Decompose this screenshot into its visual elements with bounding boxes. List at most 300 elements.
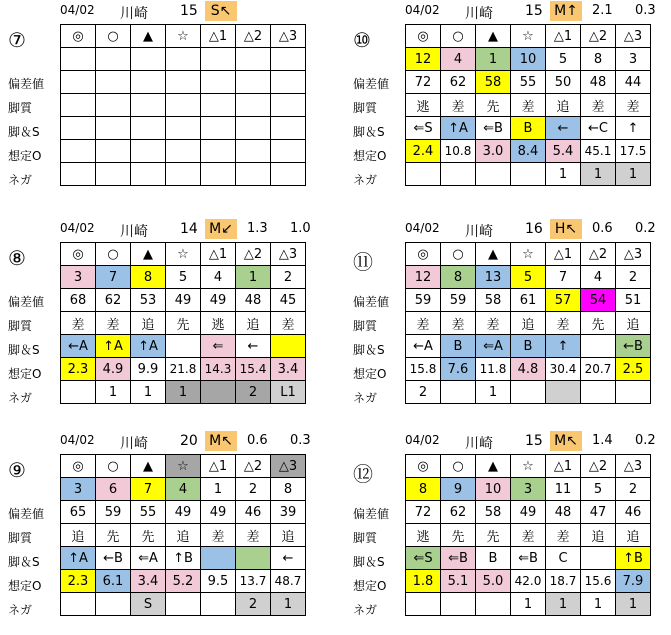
grid-cell bbox=[271, 140, 306, 163]
grid-header-cell: ▲ bbox=[131, 455, 166, 478]
grid-cell: 差 bbox=[406, 312, 441, 335]
row-label: ネガ bbox=[353, 173, 378, 187]
grid-cell: 2.3 bbox=[61, 570, 96, 593]
grid-cell: 先 bbox=[166, 312, 201, 335]
row-label: 脚＆S bbox=[8, 555, 40, 569]
grid-cell: 7 bbox=[96, 266, 131, 289]
grid-cell bbox=[131, 48, 166, 71]
grid-cell bbox=[441, 381, 476, 404]
grid-cell: 12 bbox=[406, 48, 441, 71]
grid-cell bbox=[61, 94, 96, 117]
panel-header bbox=[0, 218, 320, 240]
grid-cell: 48 bbox=[546, 501, 581, 524]
grid-cell: 差 bbox=[511, 94, 546, 117]
grid-cell bbox=[166, 593, 201, 616]
panel-header bbox=[345, 218, 665, 240]
grid-cell: 58 bbox=[476, 71, 511, 94]
grid-cell: 58 bbox=[476, 289, 511, 312]
grid-cell bbox=[476, 163, 511, 186]
grid-cell: ⇐B bbox=[476, 117, 511, 140]
grid-cell bbox=[201, 117, 236, 140]
grid-cell: 先 bbox=[96, 524, 131, 547]
grid-cell: 10 bbox=[476, 478, 511, 501]
header-v1: 0.6 bbox=[247, 433, 268, 448]
grid-cell bbox=[96, 593, 131, 616]
grid-header-cell: △3 bbox=[616, 455, 651, 478]
grid-cell: ⇐A bbox=[476, 335, 511, 358]
grid-cell: 差 bbox=[546, 524, 581, 547]
race-grid bbox=[405, 24, 651, 186]
grid-cell: 2 bbox=[271, 266, 306, 289]
grid-cell: 4.9 bbox=[96, 358, 131, 381]
grid-cell bbox=[271, 335, 306, 358]
grid-cell: 1 bbox=[166, 381, 201, 404]
grid-cell: 逃 bbox=[406, 94, 441, 117]
grid-cell bbox=[166, 140, 201, 163]
grid-cell bbox=[581, 547, 616, 570]
grid-cell bbox=[236, 547, 271, 570]
row-label: 想定O bbox=[353, 367, 387, 381]
grid-cell: B bbox=[441, 335, 476, 358]
header-place: 川崎 bbox=[120, 436, 148, 452]
grid-cell: 2.5 bbox=[616, 358, 651, 381]
grid-cell: 59 bbox=[96, 501, 131, 524]
grid-cell: 10 bbox=[511, 48, 546, 71]
header-place: 川崎 bbox=[465, 6, 493, 22]
grid-cell: 8 bbox=[271, 478, 306, 501]
grid-cell bbox=[581, 335, 616, 358]
grid-cell: 15.6 bbox=[581, 570, 616, 593]
grid-cell: 13.7 bbox=[236, 570, 271, 593]
grid-cell: 5.0 bbox=[476, 570, 511, 593]
grid-cell: 54 bbox=[581, 289, 616, 312]
grid-cell bbox=[131, 163, 166, 186]
grid-cell bbox=[236, 71, 271, 94]
grid-cell: 差 bbox=[96, 312, 131, 335]
grid-cell: 21.8 bbox=[166, 358, 201, 381]
grid-cell bbox=[476, 593, 511, 616]
grid-cell: 4 bbox=[441, 48, 476, 71]
grid-cell bbox=[236, 117, 271, 140]
grid-cell bbox=[61, 140, 96, 163]
grid-cell bbox=[406, 593, 441, 616]
header-num: 15 bbox=[180, 3, 198, 19]
grid-cell: ↑ bbox=[546, 335, 581, 358]
header-v2: 0.2 bbox=[635, 433, 656, 448]
grid-header-cell: ◎ bbox=[406, 25, 441, 48]
grid-header-cell: △1 bbox=[546, 455, 581, 478]
grid-cell: 追 bbox=[271, 524, 306, 547]
grid-cell: 47 bbox=[581, 501, 616, 524]
grid-header-cell: ▲ bbox=[131, 243, 166, 266]
grid-header-cell: ○ bbox=[96, 455, 131, 478]
grid-cell: ↑B bbox=[166, 547, 201, 570]
grid-cell bbox=[201, 94, 236, 117]
grid-cell: ←B bbox=[96, 547, 131, 570]
grid-header-cell: △2 bbox=[581, 455, 616, 478]
grid-cell: ↑ bbox=[616, 117, 651, 140]
grid-cell: 2 bbox=[236, 381, 271, 404]
grid-header-cell: ◎ bbox=[61, 243, 96, 266]
header-v1: 1.4 bbox=[592, 433, 613, 448]
grid-header-cell: △2 bbox=[581, 25, 616, 48]
grid-cell: 7 bbox=[546, 266, 581, 289]
grid-cell: ←A bbox=[406, 335, 441, 358]
grid-header-cell: △2 bbox=[236, 25, 271, 48]
grid-cell bbox=[236, 94, 271, 117]
row-label: ネガ bbox=[8, 391, 33, 405]
grid-cell: ← bbox=[236, 335, 271, 358]
grid-cell: 2.3 bbox=[61, 358, 96, 381]
grid-cell: 1 bbox=[511, 593, 546, 616]
panel-header bbox=[345, 0, 665, 22]
row-label: 偏差値 bbox=[8, 295, 45, 309]
grid-header-cell: △1 bbox=[201, 243, 236, 266]
grid-header-cell: ☆ bbox=[166, 243, 201, 266]
grid-cell: 48 bbox=[581, 71, 616, 94]
race-panel-p12 bbox=[345, 430, 665, 635]
grid-cell: 追 bbox=[581, 524, 616, 547]
race-number: ⑧ bbox=[8, 246, 26, 270]
grid-cell: ↑A bbox=[96, 335, 131, 358]
grid-header-cell: ◎ bbox=[406, 455, 441, 478]
grid-header-cell: △2 bbox=[581, 243, 616, 266]
grid-cell: L1 bbox=[271, 381, 306, 404]
grid-header-cell: △3 bbox=[271, 243, 306, 266]
header-num: 16 bbox=[525, 221, 543, 237]
grid-cell: 先 bbox=[476, 94, 511, 117]
grid-cell bbox=[131, 117, 166, 140]
grid-cell: 15.4 bbox=[236, 358, 271, 381]
grid-cell: 62 bbox=[441, 501, 476, 524]
grid-cell: 10.8 bbox=[441, 140, 476, 163]
grid-header-cell: ☆ bbox=[166, 25, 201, 48]
grid-cell: 5.4 bbox=[546, 140, 581, 163]
grid-cell bbox=[441, 163, 476, 186]
grid-cell: S bbox=[131, 593, 166, 616]
race-number: ⑩ bbox=[353, 28, 371, 52]
grid-cell: 61 bbox=[511, 289, 546, 312]
grid-cell: 11.8 bbox=[476, 358, 511, 381]
grid-cell: 62 bbox=[441, 71, 476, 94]
grid-cell: 7 bbox=[131, 478, 166, 501]
grid-cell: 12 bbox=[406, 266, 441, 289]
grid-cell: 3 bbox=[61, 266, 96, 289]
grid-cell: 追 bbox=[131, 312, 166, 335]
header-num: 14 bbox=[180, 221, 198, 237]
grid-cell: ←B bbox=[616, 335, 651, 358]
grid-header-cell: ▲ bbox=[476, 455, 511, 478]
row-label: 脚質 bbox=[353, 319, 378, 333]
grid-cell: 55 bbox=[511, 71, 546, 94]
grid-cell: B bbox=[476, 547, 511, 570]
grid-cell bbox=[96, 163, 131, 186]
header-num: 15 bbox=[525, 433, 543, 449]
grid-header-cell: ○ bbox=[441, 243, 476, 266]
header-dir: M↙ bbox=[205, 219, 237, 239]
race-grid bbox=[405, 454, 651, 616]
grid-cell bbox=[271, 48, 306, 71]
grid-cell: 49 bbox=[511, 501, 546, 524]
grid-cell bbox=[271, 117, 306, 140]
header-date: 04/02 bbox=[60, 221, 95, 235]
grid-cell bbox=[166, 71, 201, 94]
grid-cell: 14.3 bbox=[201, 358, 236, 381]
grid-cell bbox=[236, 48, 271, 71]
grid-cell: 1.8 bbox=[406, 570, 441, 593]
grid-header-cell: ▲ bbox=[476, 243, 511, 266]
grid-cell: 1 bbox=[131, 381, 166, 404]
grid-cell bbox=[201, 381, 236, 404]
grid-cell bbox=[96, 117, 131, 140]
grid-cell: 45 bbox=[271, 289, 306, 312]
grid-cell: 差 bbox=[271, 312, 306, 335]
row-label: 脚質 bbox=[353, 101, 378, 115]
grid-cell: 1 bbox=[476, 48, 511, 71]
grid-header-cell: ○ bbox=[96, 243, 131, 266]
grid-cell bbox=[616, 381, 651, 404]
grid-cell: 5.2 bbox=[166, 570, 201, 593]
grid-cell: 5.1 bbox=[441, 570, 476, 593]
grid-cell: 差 bbox=[546, 312, 581, 335]
grid-cell: 3 bbox=[61, 478, 96, 501]
grid-header-cell: △1 bbox=[201, 25, 236, 48]
grid-cell: 8 bbox=[581, 48, 616, 71]
grid-cell: 2 bbox=[616, 478, 651, 501]
grid-header-cell: ☆ bbox=[166, 455, 201, 478]
grid-cell bbox=[236, 140, 271, 163]
grid-cell: 4 bbox=[581, 266, 616, 289]
row-label: ネガ bbox=[8, 603, 33, 617]
row-label: 脚質 bbox=[8, 531, 33, 545]
race-number: ⑨ bbox=[8, 458, 26, 482]
grid-cell: 3 bbox=[511, 478, 546, 501]
grid-cell: 8.4 bbox=[511, 140, 546, 163]
grid-cell: 追 bbox=[511, 312, 546, 335]
grid-cell: 59 bbox=[441, 289, 476, 312]
grid-cell bbox=[546, 381, 581, 404]
header-v1: 1.3 bbox=[247, 221, 268, 236]
row-label: 想定O bbox=[8, 579, 42, 593]
grid-cell: 1 bbox=[581, 163, 616, 186]
grid-cell: 5 bbox=[581, 478, 616, 501]
header-date: 04/02 bbox=[405, 221, 440, 235]
panel-header bbox=[345, 430, 665, 452]
grid-cell: 1 bbox=[476, 381, 511, 404]
row-label: 偏差値 bbox=[353, 507, 390, 521]
grid-cell: 5 bbox=[546, 48, 581, 71]
grid-cell: ↑A bbox=[131, 335, 166, 358]
grid-cell: 59 bbox=[406, 289, 441, 312]
grid-cell: 53 bbox=[131, 289, 166, 312]
grid-header-cell: ▲ bbox=[131, 25, 166, 48]
grid-header-cell: △1 bbox=[201, 455, 236, 478]
grid-cell: 1 bbox=[546, 593, 581, 616]
grid-cell: 18.7 bbox=[546, 570, 581, 593]
row-label: ネガ bbox=[353, 603, 378, 617]
row-label: 脚＆S bbox=[353, 343, 385, 357]
header-num: 15 bbox=[525, 3, 543, 19]
grid-cell: 2 bbox=[616, 266, 651, 289]
grid-cell: 4.8 bbox=[511, 358, 546, 381]
grid-cell: ⇐S bbox=[406, 547, 441, 570]
grid-header-cell: △1 bbox=[546, 243, 581, 266]
grid-cell: 差 bbox=[476, 312, 511, 335]
header-dir: H↖ bbox=[550, 219, 582, 239]
grid-cell bbox=[271, 94, 306, 117]
grid-cell: 追 bbox=[236, 312, 271, 335]
grid-cell bbox=[131, 71, 166, 94]
row-label: 偏差値 bbox=[8, 77, 45, 91]
header-dir: M↖ bbox=[205, 431, 237, 451]
row-label: 想定O bbox=[8, 149, 42, 163]
grid-cell bbox=[271, 71, 306, 94]
panel-header bbox=[0, 430, 320, 452]
grid-cell: 1 bbox=[271, 593, 306, 616]
grid-cell: 追 bbox=[166, 524, 201, 547]
grid-cell: 42.0 bbox=[511, 570, 546, 593]
grid-cell: 8 bbox=[131, 266, 166, 289]
header-dir: M↑ bbox=[550, 1, 582, 21]
header-v2: 0.2 bbox=[635, 221, 656, 236]
race-grid bbox=[60, 454, 306, 616]
race-number: ⑫ bbox=[353, 462, 373, 486]
grid-cell: 先 bbox=[441, 524, 476, 547]
grid-cell bbox=[581, 381, 616, 404]
grid-cell: 3.4 bbox=[131, 570, 166, 593]
grid-cell bbox=[131, 94, 166, 117]
grid-cell: 30.4 bbox=[546, 358, 581, 381]
grid-cell: 追 bbox=[546, 94, 581, 117]
grid-cell: 逃 bbox=[201, 312, 236, 335]
grid-header-cell: ☆ bbox=[511, 455, 546, 478]
grid-cell: 差 bbox=[616, 94, 651, 117]
grid-cell: 差 bbox=[201, 524, 236, 547]
header-place: 川崎 bbox=[120, 6, 148, 22]
grid-header-cell: △3 bbox=[271, 455, 306, 478]
grid-cell: 9.5 bbox=[201, 570, 236, 593]
grid-cell: 差 bbox=[61, 312, 96, 335]
grid-cell: 11 bbox=[546, 478, 581, 501]
race-panel-p8 bbox=[0, 218, 320, 423]
header-date: 04/02 bbox=[60, 433, 95, 447]
grid-header-cell: ☆ bbox=[511, 25, 546, 48]
grid-cell: 先 bbox=[581, 312, 616, 335]
grid-cell bbox=[96, 71, 131, 94]
grid-cell: 5 bbox=[166, 266, 201, 289]
grid-cell: 2 bbox=[236, 593, 271, 616]
grid-cell: 50 bbox=[546, 71, 581, 94]
race-grid bbox=[60, 24, 306, 186]
grid-cell: 差 bbox=[236, 524, 271, 547]
grid-cell: 追 bbox=[616, 524, 651, 547]
grid-cell bbox=[61, 381, 96, 404]
row-label: 脚＆S bbox=[353, 555, 385, 569]
grid-header-cell: ▲ bbox=[476, 25, 511, 48]
grid-cell: 46 bbox=[236, 501, 271, 524]
grid-cell bbox=[61, 593, 96, 616]
grid-cell: 4 bbox=[166, 478, 201, 501]
row-label: ネガ bbox=[353, 391, 378, 405]
grid-cell: 72 bbox=[406, 501, 441, 524]
grid-cell bbox=[96, 140, 131, 163]
grid-cell: 57 bbox=[546, 289, 581, 312]
grid-cell: 6 bbox=[96, 478, 131, 501]
grid-cell: 1 bbox=[616, 593, 651, 616]
row-label: ネガ bbox=[8, 173, 33, 187]
grid-header-cell: ◎ bbox=[61, 25, 96, 48]
header-dir: M↖ bbox=[550, 431, 582, 451]
grid-cell bbox=[61, 48, 96, 71]
grid-cell: 13 bbox=[476, 266, 511, 289]
grid-cell: 39 bbox=[271, 501, 306, 524]
grid-cell: 3 bbox=[616, 48, 651, 71]
grid-cell: 44 bbox=[616, 71, 651, 94]
grid-cell: 49 bbox=[166, 501, 201, 524]
grid-cell: 1 bbox=[96, 381, 131, 404]
grid-cell: ⇐ bbox=[201, 335, 236, 358]
grid-header-cell: ○ bbox=[441, 25, 476, 48]
grid-cell: 1 bbox=[546, 163, 581, 186]
grid-cell: 8 bbox=[441, 266, 476, 289]
grid-cell: 追 bbox=[616, 312, 651, 335]
race-panel-p11 bbox=[345, 218, 665, 423]
grid-cell bbox=[61, 117, 96, 140]
grid-cell: ⇐B bbox=[511, 547, 546, 570]
header-v1: 2.1 bbox=[592, 3, 613, 18]
grid-header-cell: △3 bbox=[271, 25, 306, 48]
grid-cell bbox=[201, 547, 236, 570]
grid-cell: 49 bbox=[201, 289, 236, 312]
grid-cell bbox=[201, 48, 236, 71]
row-label: 偏差値 bbox=[8, 507, 45, 521]
grid-cell bbox=[61, 71, 96, 94]
header-place: 川崎 bbox=[465, 436, 493, 452]
header-v1: 0.6 bbox=[592, 221, 613, 236]
grid-cell: 46 bbox=[616, 501, 651, 524]
grid-cell bbox=[201, 163, 236, 186]
grid-cell: 68 bbox=[61, 289, 96, 312]
grid-cell: ↑B bbox=[616, 547, 651, 570]
grid-header-cell: ○ bbox=[96, 25, 131, 48]
grid-cell: 9 bbox=[441, 478, 476, 501]
grid-cell bbox=[166, 335, 201, 358]
grid-cell: ↑A bbox=[441, 117, 476, 140]
grid-cell: 45.1 bbox=[581, 140, 616, 163]
grid-cell bbox=[131, 140, 166, 163]
grid-cell: ← bbox=[546, 117, 581, 140]
grid-cell: ←A bbox=[61, 335, 96, 358]
grid-header-cell: ◎ bbox=[61, 455, 96, 478]
grid-cell: 58 bbox=[476, 501, 511, 524]
grid-cell bbox=[166, 48, 201, 71]
grid-header-cell: △2 bbox=[236, 455, 271, 478]
grid-cell bbox=[201, 71, 236, 94]
grid-cell: B bbox=[511, 335, 546, 358]
grid-cell: 9.9 bbox=[131, 358, 166, 381]
grid-cell: 7.9 bbox=[616, 570, 651, 593]
grid-header-cell: △3 bbox=[616, 243, 651, 266]
header-dir: S↖ bbox=[205, 1, 237, 21]
panel-header bbox=[0, 0, 320, 22]
grid-header-cell: △2 bbox=[236, 243, 271, 266]
row-label: 脚＆S bbox=[353, 125, 385, 139]
row-label: 想定O bbox=[353, 579, 387, 593]
row-label: 脚質 bbox=[353, 531, 378, 545]
race-panel-p10 bbox=[345, 0, 665, 205]
grid-cell: 7.6 bbox=[441, 358, 476, 381]
grid-cell: 62 bbox=[96, 289, 131, 312]
